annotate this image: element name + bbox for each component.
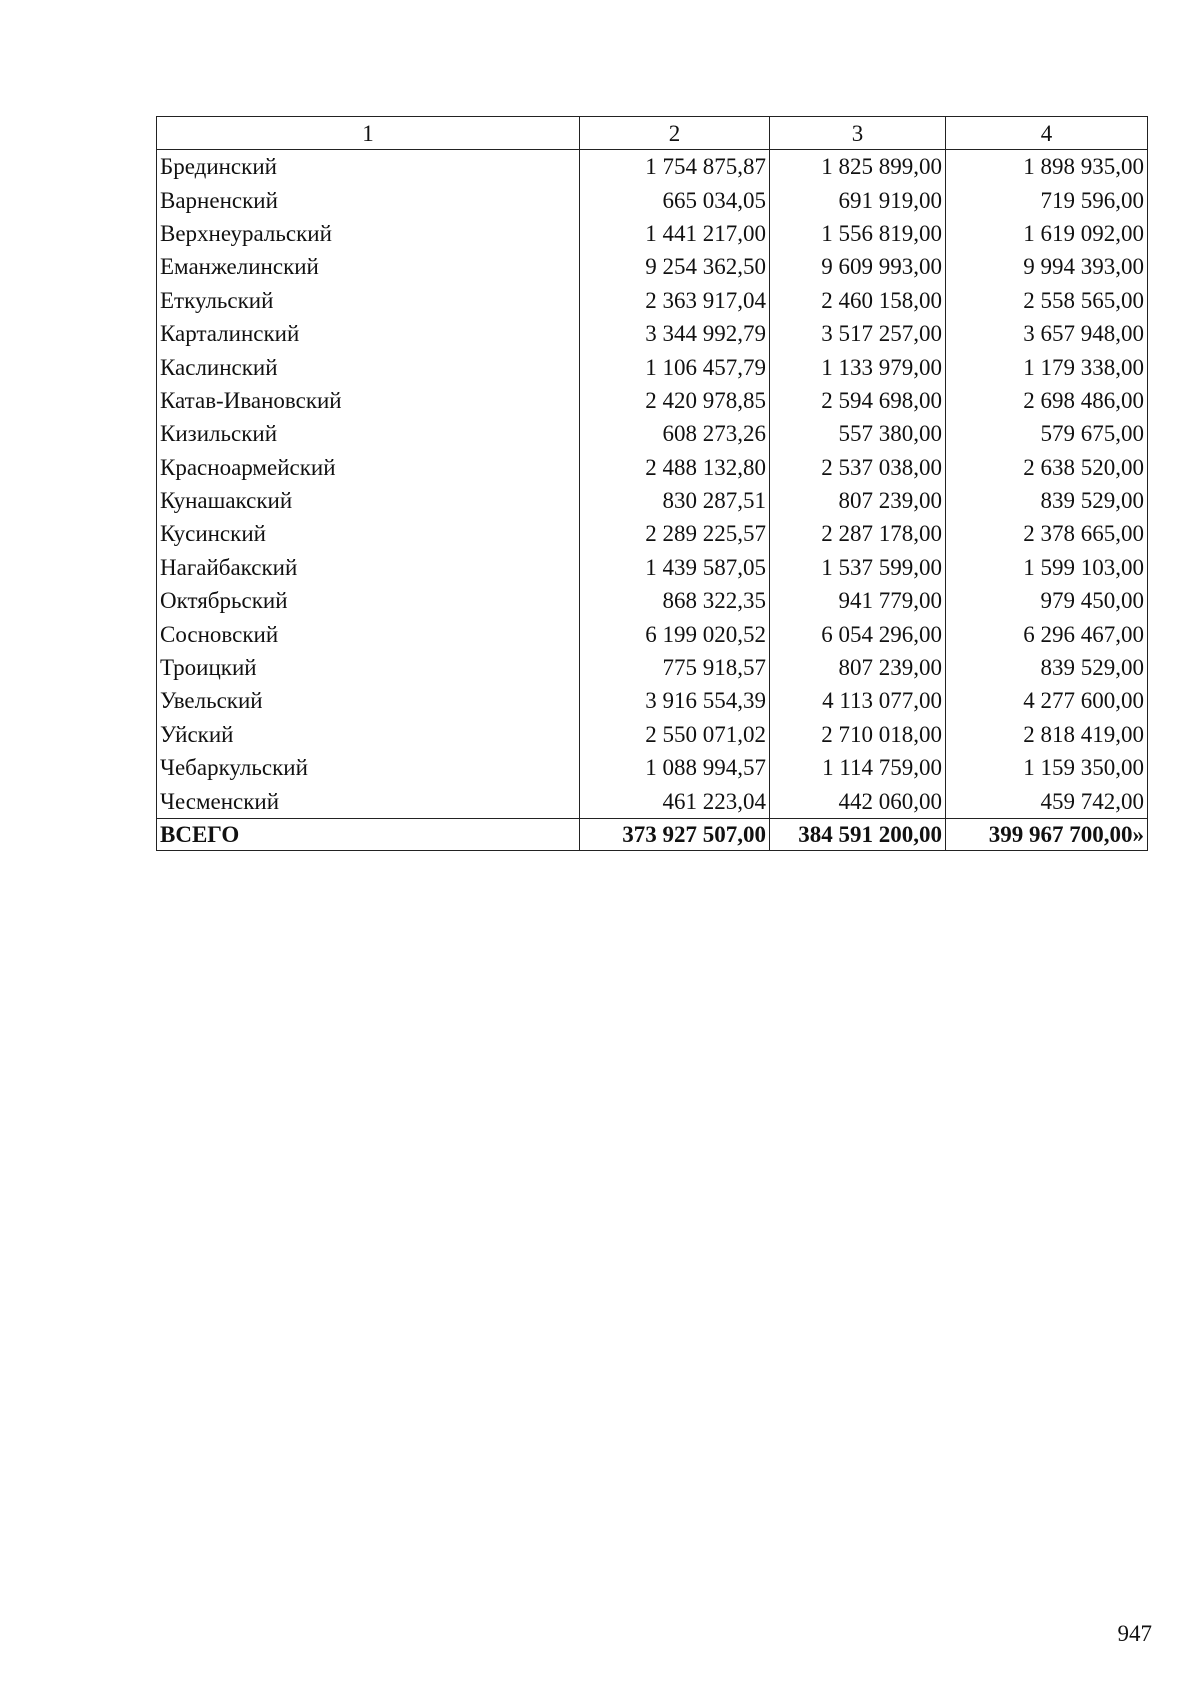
district-name-cell: Кусинский (157, 517, 580, 550)
district-name-cell: Уйский (157, 718, 580, 751)
value-col-2-cell: 2 488 132,80 (580, 451, 770, 484)
value-col-4-cell: 399 967 700,00» (946, 818, 1148, 850)
value-col-3-cell: 9 609 993,00 (770, 250, 946, 283)
district-name-cell: Варненский (157, 183, 580, 216)
value-col-4-cell: 979 450,00 (946, 584, 1148, 617)
table-row (157, 417, 1148, 450)
table-row (157, 751, 1148, 784)
budget-table (156, 116, 1148, 851)
value-col-3-cell: 1 825 899,00 (770, 150, 946, 184)
value-col-3-cell: 807 239,00 (770, 484, 946, 517)
table-row (157, 217, 1148, 250)
district-name-cell: Карталинский (157, 317, 580, 350)
district-name-cell: Увельский (157, 684, 580, 717)
value-col-4-cell: 9 994 393,00 (946, 250, 1148, 283)
value-col-4-cell: 1 898 935,00 (946, 150, 1148, 184)
table-row (157, 551, 1148, 584)
value-col-2-cell: 2 420 978,85 (580, 384, 770, 417)
table-row (157, 484, 1148, 517)
value-col-4-cell: 2 558 565,00 (946, 284, 1148, 317)
district-name-cell: Октябрьский (157, 584, 580, 617)
value-col-2-cell: 1 441 217,00 (580, 217, 770, 250)
value-col-3-cell: 2 287 178,00 (770, 517, 946, 550)
value-col-4-cell: 2 818 419,00 (946, 718, 1148, 751)
page-number: 947 (1117, 1621, 1152, 1646)
district-name-cell: Чесменский (157, 784, 580, 818)
value-col-3-cell: 2 594 698,00 (770, 384, 946, 417)
table-row (157, 384, 1148, 417)
value-col-4-cell: 1 619 092,00 (946, 217, 1148, 250)
value-col-4-cell: 719 596,00 (946, 183, 1148, 216)
table-row (157, 651, 1148, 684)
value-col-3-cell: 1 114 759,00 (770, 751, 946, 784)
value-col-4-cell: 839 529,00 (946, 484, 1148, 517)
value-col-4-cell: 2 378 665,00 (946, 517, 1148, 550)
value-col-4-cell: 4 277 600,00 (946, 684, 1148, 717)
value-col-4-cell: 1 179 338,00 (946, 350, 1148, 383)
value-col-3-cell: 691 919,00 (770, 183, 946, 216)
value-col-3-cell: 557 380,00 (770, 417, 946, 450)
value-col-2-cell: 830 287,51 (580, 484, 770, 517)
value-col-3-cell: 2 710 018,00 (770, 718, 946, 751)
district-name-cell: Кунашакский (157, 484, 580, 517)
district-name-cell: Каслинский (157, 350, 580, 383)
value-col-2-cell: 775 918,57 (580, 651, 770, 684)
value-col-2-cell: 608 273,26 (580, 417, 770, 450)
district-name-cell: Кизильский (157, 417, 580, 450)
value-col-2-cell: 461 223,04 (580, 784, 770, 818)
table-body (157, 150, 1148, 851)
value-col-3-cell: 1 133 979,00 (770, 350, 946, 383)
district-name-cell: Брединский (157, 150, 580, 184)
header-row (157, 117, 1148, 150)
value-col-4-cell: 579 675,00 (946, 417, 1148, 450)
value-col-3-cell: 384 591 200,00 (770, 818, 946, 850)
value-col-4-cell: 3 657 948,00 (946, 317, 1148, 350)
table-row (157, 350, 1148, 383)
value-col-2-cell: 2 289 225,57 (580, 517, 770, 550)
district-name-cell: Еманжелинский (157, 250, 580, 283)
header-col-4: 4 (946, 117, 1148, 150)
value-col-2-cell: 2 550 071,02 (580, 718, 770, 751)
value-col-4-cell: 1 159 350,00 (946, 751, 1148, 784)
value-col-2-cell: 1 754 875,87 (580, 150, 770, 184)
value-col-3-cell: 2 537 038,00 (770, 451, 946, 484)
table-row (157, 451, 1148, 484)
value-col-3-cell: 442 060,00 (770, 784, 946, 818)
value-col-4-cell: 459 742,00 (946, 784, 1148, 818)
table-row (157, 150, 1148, 184)
value-col-2-cell: 3 344 992,79 (580, 317, 770, 350)
table-row (157, 517, 1148, 550)
value-col-3-cell: 2 460 158,00 (770, 284, 946, 317)
value-col-4-cell: 1 599 103,00 (946, 551, 1148, 584)
district-name-cell: ВСЕГО (157, 818, 580, 850)
value-col-4-cell: 6 296 467,00 (946, 617, 1148, 650)
table-row (157, 684, 1148, 717)
district-name-cell: Красноармейский (157, 451, 580, 484)
value-col-2-cell: 1 106 457,79 (580, 350, 770, 383)
value-col-4-cell: 2 638 520,00 (946, 451, 1148, 484)
value-col-3-cell: 4 113 077,00 (770, 684, 946, 717)
value-col-2-cell: 665 034,05 (580, 183, 770, 216)
value-col-2-cell: 3 916 554,39 (580, 684, 770, 717)
district-name-cell: Катав-Ивановский (157, 384, 580, 417)
value-col-3-cell: 1 556 819,00 (770, 217, 946, 250)
value-col-3-cell: 3 517 257,00 (770, 317, 946, 350)
value-col-3-cell: 1 537 599,00 (770, 551, 946, 584)
value-col-2-cell: 373 927 507,00 (580, 818, 770, 850)
district-name-cell: Нагайбакский (157, 551, 580, 584)
table-row (157, 317, 1148, 350)
header-col-3: 3 (770, 117, 946, 150)
district-name-cell: Чебаркульский (157, 751, 580, 784)
value-col-2-cell: 2 363 917,04 (580, 284, 770, 317)
header-col-2: 2 (580, 117, 770, 150)
total-row (157, 818, 1148, 850)
district-name-cell: Верхнеуральский (157, 217, 580, 250)
table-row (157, 784, 1148, 818)
value-col-3-cell: 941 779,00 (770, 584, 946, 617)
value-col-3-cell: 807 239,00 (770, 651, 946, 684)
value-col-2-cell: 6 199 020,52 (580, 617, 770, 650)
value-col-2-cell: 868 322,35 (580, 584, 770, 617)
table-header (157, 117, 1148, 150)
value-col-4-cell: 2 698 486,00 (946, 384, 1148, 417)
district-name-cell: Троицкий (157, 651, 580, 684)
value-col-3-cell: 6 054 296,00 (770, 617, 946, 650)
district-name-cell: Сосновский (157, 617, 580, 650)
table-row (157, 183, 1148, 216)
value-col-4-cell: 839 529,00 (946, 651, 1148, 684)
header-col-1: 1 (157, 117, 580, 150)
district-name-cell: Еткульский (157, 284, 580, 317)
table-row (157, 284, 1148, 317)
table-row (157, 617, 1148, 650)
value-col-2-cell: 1 088 994,57 (580, 751, 770, 784)
table-row (157, 584, 1148, 617)
table-row (157, 250, 1148, 283)
value-col-2-cell: 1 439 587,05 (580, 551, 770, 584)
value-col-2-cell: 9 254 362,50 (580, 250, 770, 283)
table-row (157, 718, 1148, 751)
